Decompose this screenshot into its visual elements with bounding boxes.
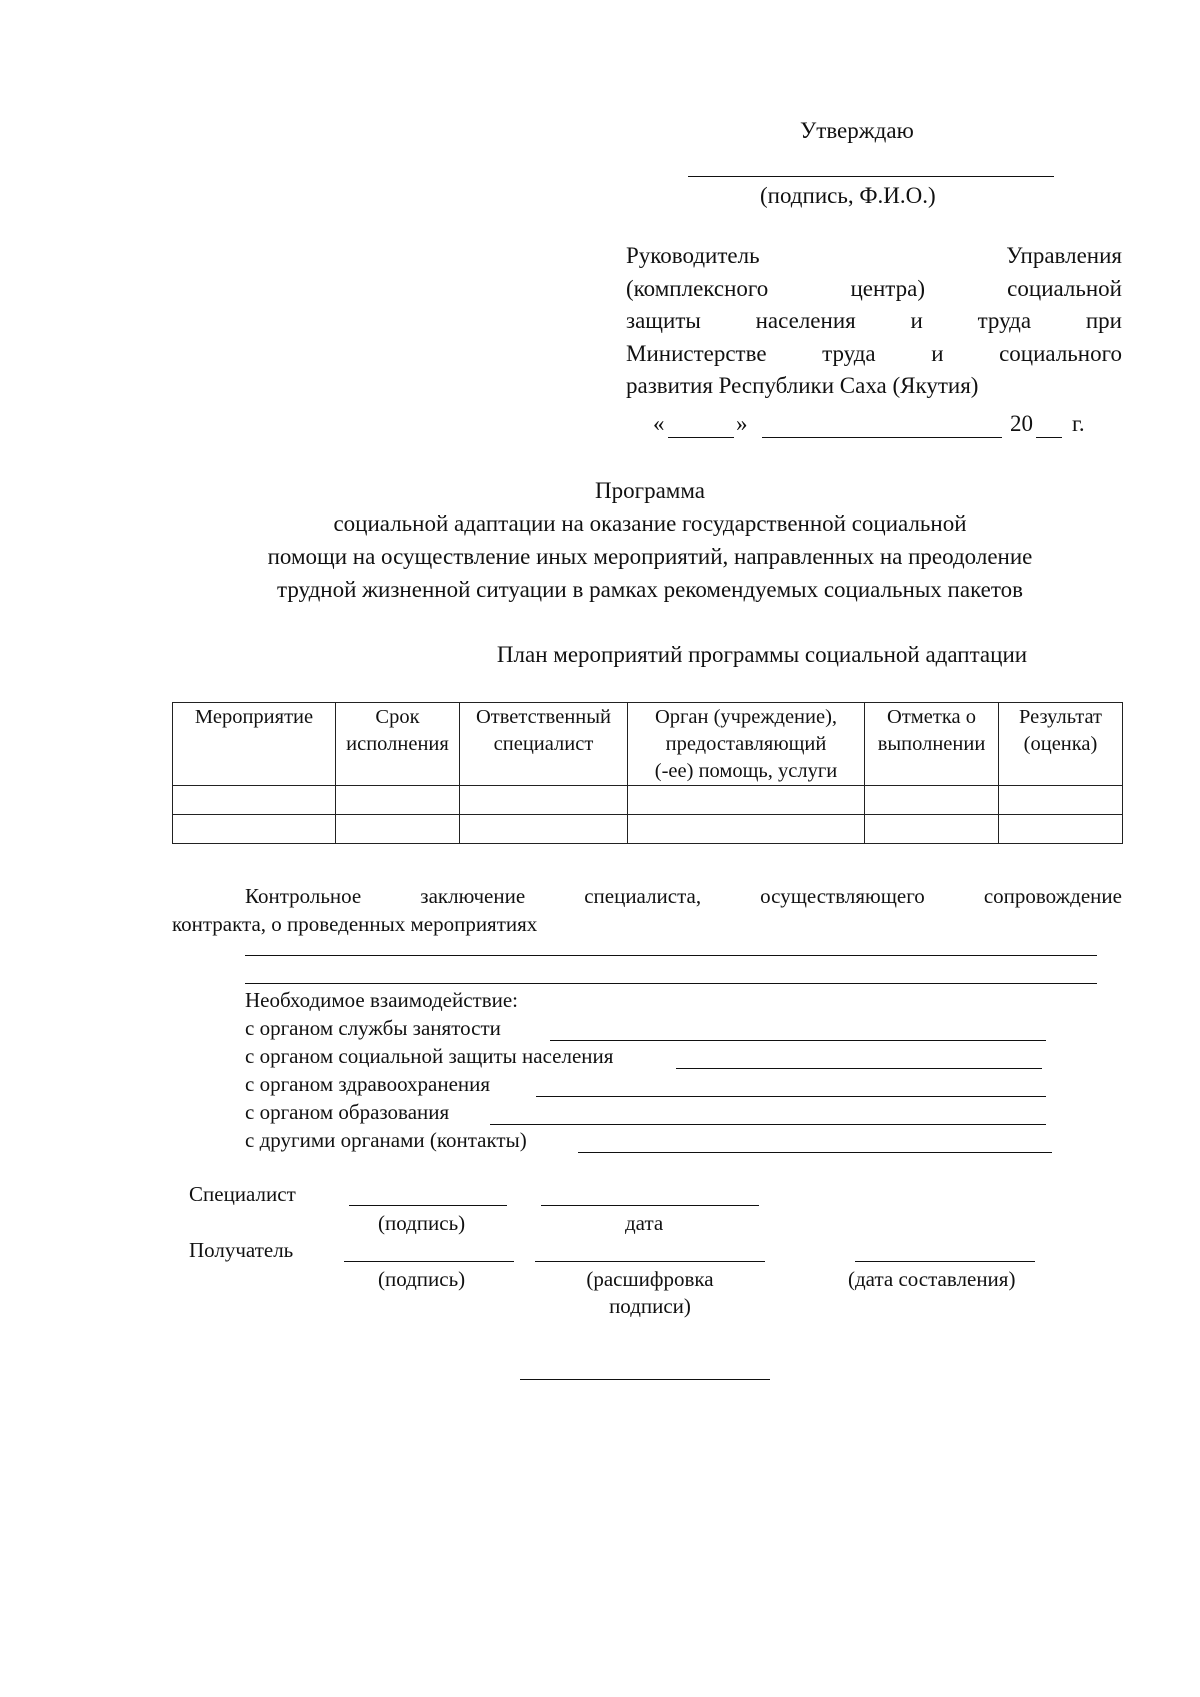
recipient-decode-line[interactable]	[535, 1261, 765, 1262]
plan-table	[172, 702, 1123, 844]
column-header-result	[999, 703, 1123, 786]
table-cell[interactable]	[865, 786, 999, 815]
program-subtitle-line-1: социальной адаптации на оказание государственной социальной	[333, 511, 967, 536]
position-word: социальной	[1007, 275, 1122, 301]
position-word: Министерстве	[626, 340, 767, 366]
approval-title: Утверждаю	[800, 118, 914, 143]
interaction-heading: Необходимое взаимодействие:	[245, 988, 519, 1012]
interaction-employment-line[interactable]	[550, 1040, 1046, 1041]
column-header-text: специалист	[493, 733, 594, 755]
table-cell[interactable]	[460, 815, 628, 844]
specialist-date-line[interactable]	[541, 1205, 759, 1206]
program-title: Программа	[595, 478, 705, 503]
conclusion-word: специалиста,	[584, 884, 702, 908]
position-word: развития Республики Саха (Якутия)	[626, 373, 979, 398]
date-month-line[interactable]	[762, 437, 1002, 438]
position-line-2	[626, 273, 1122, 306]
conclusion-word: Контрольное	[245, 884, 362, 908]
table-cell[interactable]	[336, 786, 460, 815]
interaction-education-line[interactable]	[490, 1124, 1046, 1125]
column-header-text: Результат	[1018, 706, 1103, 728]
column-header-responsible	[460, 703, 628, 786]
column-header-text: предоставляющий	[665, 733, 827, 755]
approval-signature-line[interactable]	[688, 176, 1054, 177]
date-year-line[interactable]	[1036, 437, 1062, 438]
conclusion-word: заключение	[420, 884, 526, 908]
position-word: труда	[977, 308, 1032, 333]
position-line-1	[626, 240, 1122, 273]
position-word: населения	[755, 308, 856, 333]
conclusion-paragraph	[172, 882, 1122, 938]
column-header-text: Орган (учреждение),	[654, 706, 838, 728]
column-header-completion-mark	[865, 703, 999, 786]
recipient-label: Получатель	[189, 1238, 294, 1262]
program-subtitle-line-3: трудной жизненной ситуации в рамках рекомендуемых социальных пакетов	[277, 577, 1023, 602]
position-word: Руководитель	[626, 243, 760, 268]
interaction-employment-label: с органом службы занятости	[245, 1016, 501, 1040]
recipient-decode-caption-line-1: (расшифровка	[586, 1267, 714, 1291]
column-header-activity	[173, 703, 336, 786]
date-open-quote: «	[653, 411, 665, 436]
interaction-healthcare-line[interactable]	[536, 1096, 1046, 1097]
date-day-line[interactable]	[668, 437, 734, 438]
conclusion-answer-line-1[interactable]	[245, 955, 1097, 956]
date-year-prefix: 20	[1010, 411, 1033, 436]
specialist-label: Специалист	[189, 1182, 296, 1206]
table-cell[interactable]	[336, 815, 460, 844]
conclusion-word: осуществляющего	[760, 884, 925, 908]
column-header-text: исполнения	[346, 733, 449, 755]
column-header-text: (-ее) помощь, услуги	[654, 760, 838, 782]
table-cell[interactable]	[173, 815, 336, 844]
column-header-text: выполнении	[877, 733, 986, 755]
position-word: (комплексного	[626, 275, 769, 301]
plan-title: План мероприятий программы социальной адаптации	[496, 642, 1028, 667]
position-word: Управления	[1006, 243, 1122, 268]
approval-signature-caption: (подпись, Ф.И.О.)	[760, 183, 936, 208]
position-line-4	[626, 338, 1122, 371]
interaction-healthcare-label: с органом здравоохранения	[245, 1072, 491, 1096]
table-cell[interactable]	[173, 786, 336, 815]
column-header-deadline	[336, 703, 460, 786]
recipient-signature-line[interactable]	[344, 1261, 514, 1262]
table-cell[interactable]	[999, 815, 1123, 844]
table-cell[interactable]	[628, 786, 865, 815]
table-cell[interactable]	[460, 786, 628, 815]
conclusion-line-2: контракта, о проведенных мероприятиях	[172, 912, 538, 936]
position-word: и	[931, 340, 944, 366]
interaction-social-protection-label: с органом социальной защиты населения	[245, 1044, 614, 1068]
column-header-organization	[628, 703, 865, 786]
position-word: и	[910, 308, 923, 333]
table-cell[interactable]	[865, 815, 999, 844]
interaction-other-line[interactable]	[578, 1152, 1052, 1153]
recipient-compiled-date-caption: (дата составления)	[848, 1267, 1016, 1291]
table-cell[interactable]	[999, 786, 1123, 815]
column-header-text: Отметка о	[887, 706, 976, 728]
column-header-text: (оценка)	[1023, 733, 1098, 755]
position-word: центра)	[850, 275, 925, 301]
specialist-signature-caption: (подпись)	[378, 1211, 466, 1235]
position-word: социального	[999, 340, 1122, 366]
table-cell[interactable]	[628, 815, 865, 844]
conclusion-word: сопровождение	[983, 884, 1122, 908]
interaction-social-protection-line[interactable]	[676, 1068, 1042, 1069]
approver-position-block	[626, 240, 1122, 403]
position-word: при	[1085, 308, 1122, 333]
specialist-signature-line[interactable]	[349, 1205, 507, 1206]
table-row	[173, 786, 1123, 815]
conclusion-answer-line-2[interactable]	[245, 983, 1097, 984]
interaction-education-label: с органом образования	[245, 1100, 450, 1124]
table-row	[173, 815, 1123, 844]
position-line-3	[626, 305, 1122, 338]
recipient-signature-caption: (подпись)	[378, 1267, 466, 1291]
position-word: защиты	[626, 308, 701, 333]
date-close-quote: »	[736, 411, 748, 436]
column-header-text: Срок	[375, 706, 420, 728]
column-header-text: Мероприятие	[194, 706, 314, 728]
date-year-suffix: г.	[1072, 411, 1085, 436]
specialist-date-caption: дата	[625, 1211, 664, 1235]
program-subtitle-line-2: помощи на осуществление иных мероприятий, направленных на преодоление	[267, 544, 1033, 569]
conclusion-line-1	[172, 882, 1122, 910]
bottom-signature-line[interactable]	[520, 1379, 770, 1380]
recipient-decode-caption-line-2: подписи)	[609, 1294, 691, 1318]
recipient-compiled-date-line[interactable]	[855, 1261, 1035, 1262]
column-header-text: Ответственный	[475, 706, 612, 728]
position-word: труда	[822, 340, 876, 366]
plan-table-header-row	[173, 703, 1123, 786]
interaction-other-label: с другими органами (контакты)	[245, 1128, 527, 1152]
position-line-5	[626, 370, 1122, 403]
